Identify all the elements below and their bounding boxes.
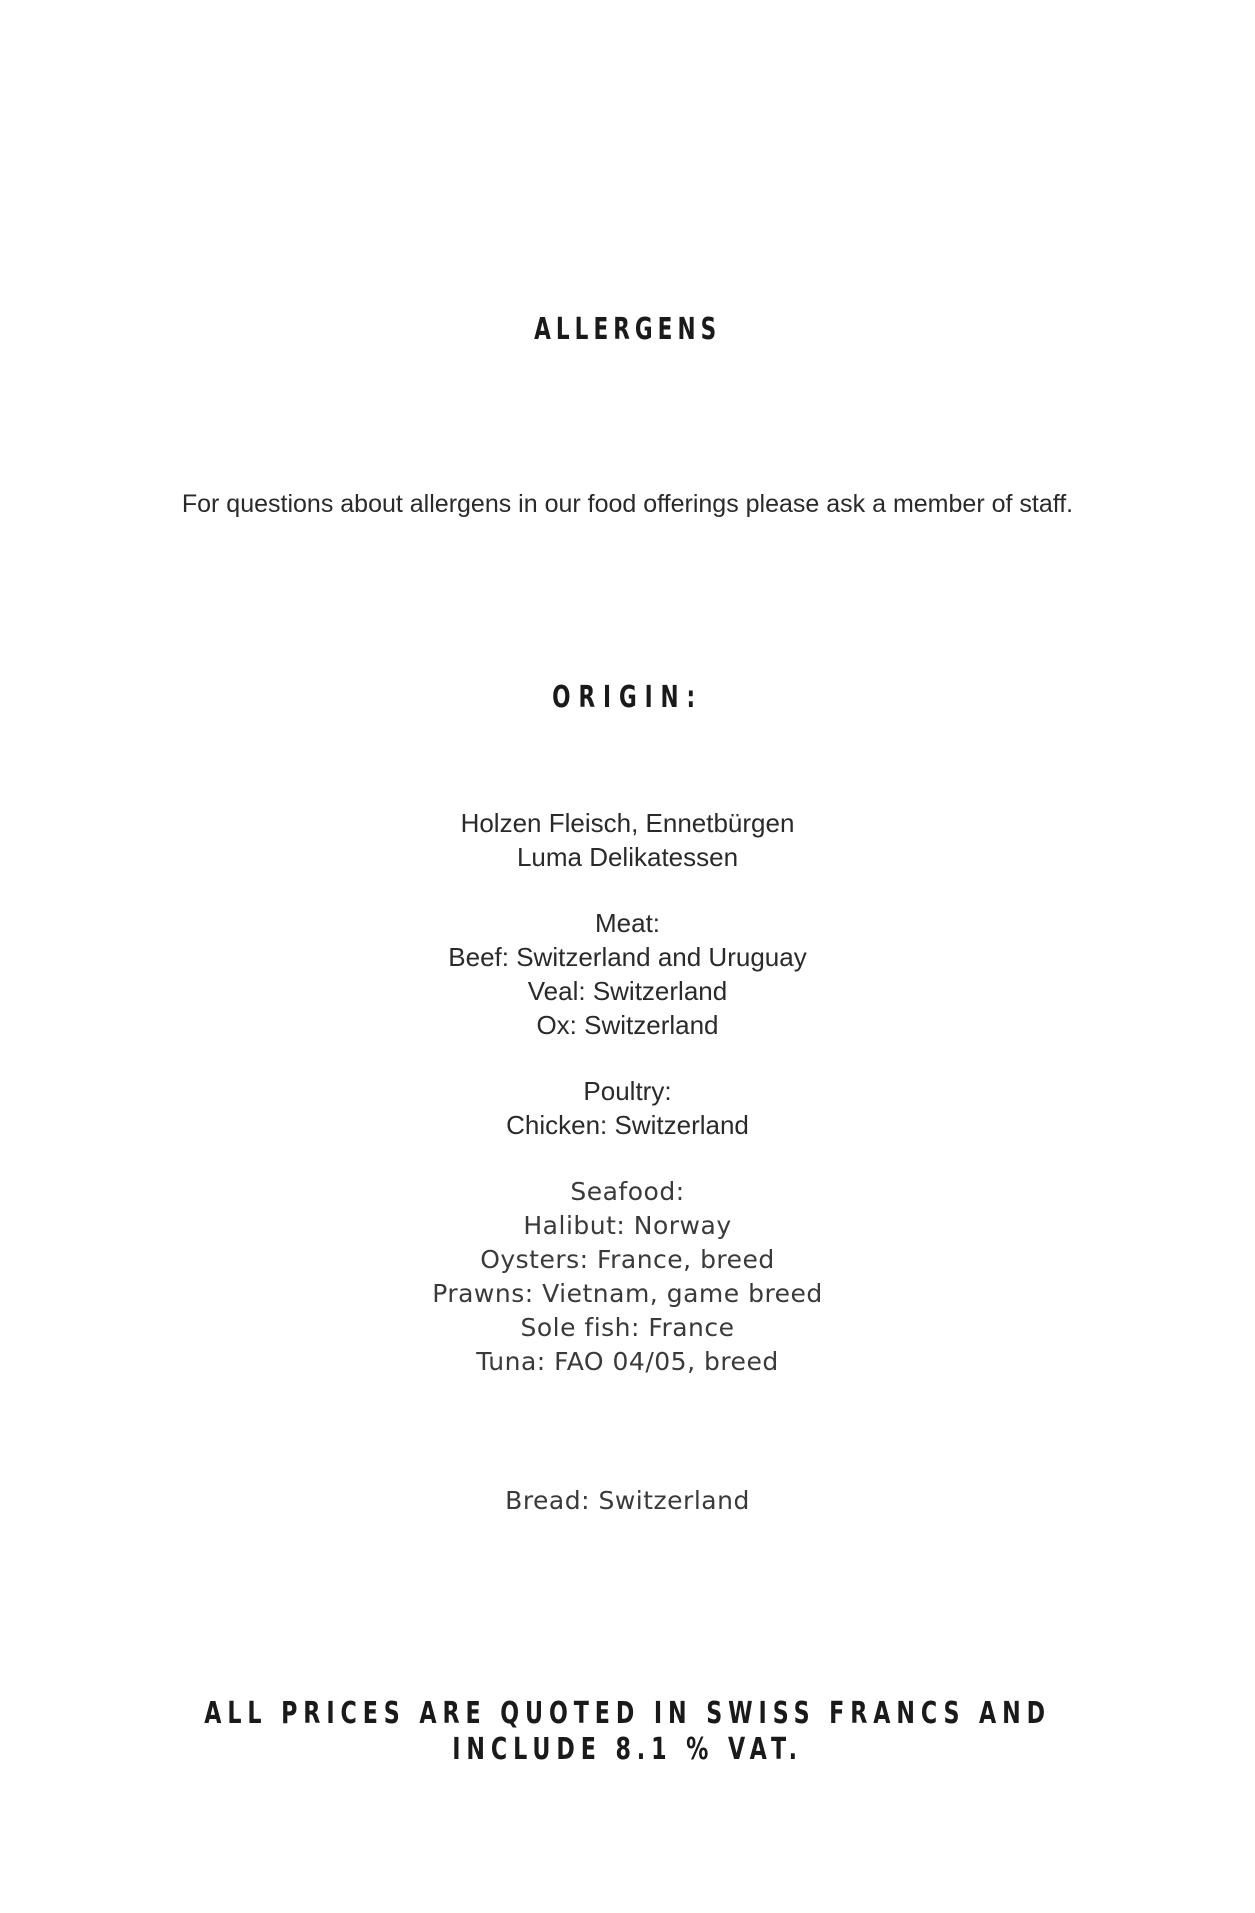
seafood-title: Seafood: bbox=[570, 1177, 685, 1206]
origin-item: Ox: Switzerland bbox=[536, 1010, 719, 1040]
meat-section bbox=[0, 906, 1255, 1042]
origin-item: Veal: Switzerland bbox=[527, 976, 728, 1006]
supplier-name: Holzen Fleisch, Ennetbürgen bbox=[460, 808, 795, 838]
origin-item: Sole fish: France bbox=[520, 1313, 735, 1342]
origin-item: Halibut: Norway bbox=[523, 1211, 732, 1240]
meat-title: Meat: bbox=[594, 908, 661, 938]
seafood-section bbox=[0, 1175, 1255, 1379]
origin-item: Beef: Switzerland and Uruguay bbox=[448, 942, 807, 972]
origin-item: Chicken: Switzerland bbox=[506, 1110, 749, 1140]
poultry-title: Poultry: bbox=[583, 1076, 672, 1106]
origin-item: Tuna: FAO 04/05, breed bbox=[476, 1347, 779, 1376]
vat-note: ALL PRICES ARE QUOTED IN SWISS FRANCS AND INCLUDE 8.1 % VAT. bbox=[204, 1696, 1052, 1767]
allergens-heading: ALLERGENS bbox=[534, 312, 722, 347]
origin-item: Prawns: Vietnam, game breed bbox=[432, 1279, 823, 1308]
origin-heading: ORIGIN: bbox=[552, 680, 704, 715]
bread-origin bbox=[0, 1484, 1255, 1518]
allergens-text: For questions about allergens in our food offerings please ask a member of staff. bbox=[181, 490, 1074, 518]
bread-origin-text: Bread: Switzerland bbox=[505, 1486, 750, 1515]
supplier-name: Luma Delikatessen bbox=[516, 842, 739, 872]
poultry-section bbox=[0, 1074, 1255, 1142]
supplier-list bbox=[0, 806, 1255, 874]
origin-item: Oysters: France, breed bbox=[480, 1245, 775, 1274]
